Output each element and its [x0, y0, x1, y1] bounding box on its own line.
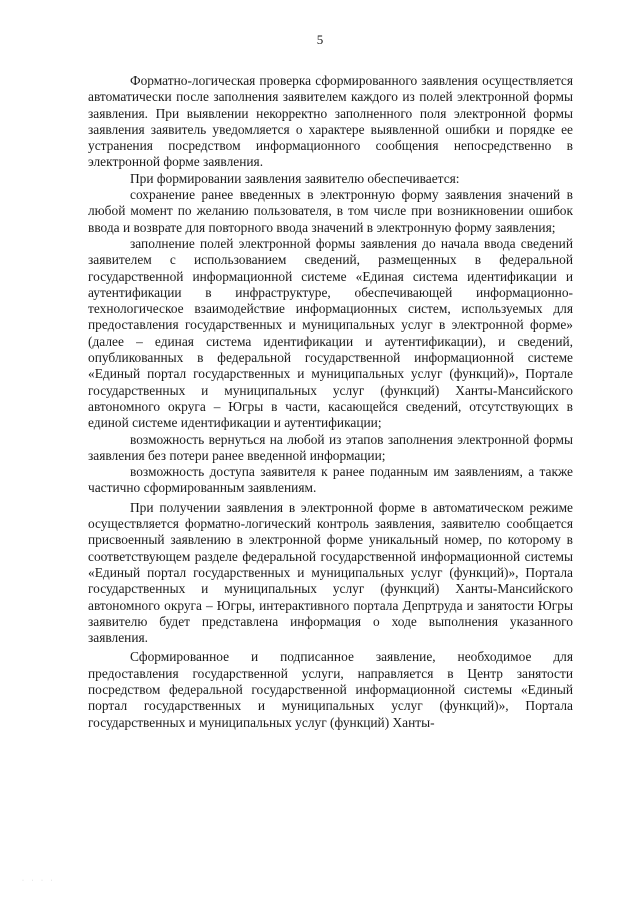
paragraph-save-values: сохранение ранее введенных в электронную форму заявления значений в любой момент по желанию пользователя, в том числе при возникновении ошибок ввода и возврате для повторного ввода значений в электронную форму заявления; [88, 187, 573, 235]
paragraph-receipt: При получении заявления в электронной форме в автоматическом режиме осуществляется форматно-логический контроль заявления, заявителю сообщается присвоенный заявлению в электронной форме уникальный номер, по которому в соответствующем разделе федеральной государственной информационной системы «Единый портал государственных и муниципальных услуг (функций)», Портала государственных и муниципальных услуг (функций) Ханты-Мансийского автономного округа – Югры, интерактивного портала Депртруда и занятости Югры заявителю будет представлена информация о ходе выполнения указанного заявления. [88, 499, 573, 646]
paragraph-autofill: заполнение полей электронной формы заявления до начала ввода сведений заявителем с использованием сведений, размещенных в федеральной государственной информационной системе «Единая система идентификации и аутентификации в инфраструктуре, обеспечивающей информационно-технологическое взаимодействие информационных систем, используемых для предоставления государственных и муниципальных услуг в электронной форме» (далее – единая система идентификации и аутентификации), и сведений, опубликованных в федеральной государственной информационной системе «Единый портал государственных и муниципальных услуг (функций)», Портале государственных и муниципальных услуг (функций) Ханты-Мансийского автономного округа – Югры в части, касающейся сведений, отсутствующих в единой системе идентификации и аутентификации; [88, 235, 573, 431]
paragraph-provision-intro: При формировании заявления заявителю обеспечивается: [130, 170, 460, 186]
document-body [88, 73, 573, 731]
paragraph-access-applications: возможность доступа заявителя к ранее поданным им заявлениям, а также частично сформированным заявлениям. [88, 464, 573, 496]
page-number: 5 [316, 32, 324, 47]
paragraph-submission: Сформированное и подписанное заявление, необходимое для предоставления государственной услуги, направляется в Центр занятости посредством федеральной государственной информационной системы «Единый портал государственных и муниципальных услуг (функций)», Портала государственных и муниципальных услуг (функций) Ханты- [88, 649, 573, 730]
paragraph-format-check: Форматно-логическая проверка сформированного заявления осуществляется автоматически после заполнения заявителем каждого из полей электронной формы заявления. При выявлении некорректно заполненного поля электронной формы заявления заявитель уведомляется о характере выявленной ошибки и порядке ее устранения посредством информационного сообщения непосредственно в электронной форме заявления. [88, 73, 573, 170]
paragraph-return-step: возможность вернуться на любой из этапов заполнения электронной формы заявления без потери ранее введенной информации; [88, 431, 573, 463]
scan-artifact: · · · · [22, 878, 56, 884]
